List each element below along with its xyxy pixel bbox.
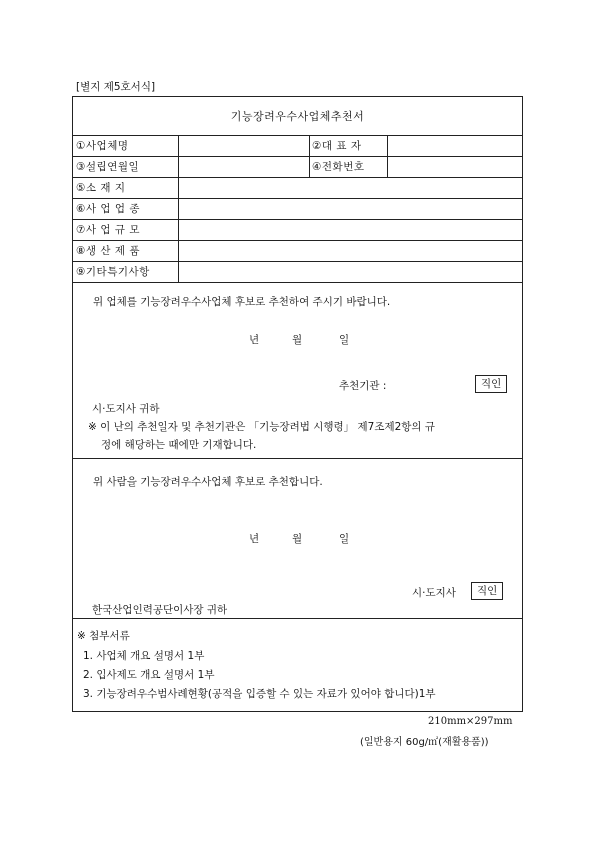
label-phone: ④전화번호 (312, 161, 365, 173)
rule (73, 458, 522, 459)
section2-date-month: 월 (292, 533, 303, 545)
rule (73, 618, 522, 619)
section1-note-line1: ※ 이 난의 추천일자 및 추천기관은 「기능장려법 시행령」 제7조제2항의 규 (88, 421, 436, 433)
paper-spec: (일반용지 60g/㎡(재활용품)) (360, 737, 489, 748)
section1-statement: 위 업체를 기능장려우수사업체 후보로 추천하여 주시기 바랍니다. (93, 296, 391, 308)
business-type-field[interactable] (180, 199, 521, 218)
section2-date-year: 년 (249, 533, 260, 545)
label-products: ⑧생 산 제 품 (76, 245, 140, 257)
column-divider (178, 135, 179, 282)
label-business-scale: ⑦사 업 규 모 (76, 224, 140, 236)
section1-date-day: 일 (339, 334, 350, 346)
form-code: [별지 제5호서식] (76, 81, 156, 93)
phone-field[interactable] (389, 157, 521, 176)
section2-statement: 위 사람을 기능장려우수사업체 후보로 추천합니다. (93, 476, 323, 488)
attachments-heading: ※ 첨부서류 (77, 630, 130, 642)
section2-addressee: 한국산업인력공단이사장 귀하 (92, 604, 228, 616)
special-notes-field[interactable] (180, 262, 521, 281)
section1-note-line2: 정에 해당하는 때에만 기재합니다. (101, 439, 257, 451)
recommendation-form (72, 96, 523, 712)
section2-signer: 시·도지사 (412, 587, 456, 599)
attachment-item: 1. 사업체 개요 설명서 1부 (83, 650, 205, 662)
products-field[interactable] (180, 241, 521, 260)
section1-date-year: 년 (249, 334, 260, 346)
label-special-notes: ⑨기타특기사항 (76, 266, 150, 278)
label-representative: ②대 표 자 (312, 140, 362, 152)
business-scale-field[interactable] (180, 220, 521, 239)
column-divider (387, 135, 388, 177)
address-field[interactable] (180, 178, 521, 197)
label-address: ⑤소 재 지 (76, 182, 126, 194)
company-name-field[interactable] (180, 136, 308, 155)
label-established: ③설립연월일 (76, 161, 140, 173)
attachment-item: 2. 입사제도 개요 설명서 1부 (83, 669, 215, 681)
recommender-label: 추천기관 : (339, 380, 387, 392)
column-divider (309, 135, 310, 177)
attachment-item: 3. 기능장려우수범사례현황(공적을 입증할 수 있는 자료가 있어야 합니다)1부 (83, 688, 436, 700)
established-field[interactable] (180, 157, 308, 176)
section1-addressee: 시·도지사 귀하 (92, 403, 160, 415)
rule (73, 282, 522, 283)
label-company-name: ①사업체명 (76, 140, 129, 152)
representative-field[interactable] (389, 136, 521, 155)
section2-date-day: 일 (339, 533, 350, 545)
paper-size: 210mm×297mm (428, 716, 513, 727)
section2-seal: 직인 (471, 582, 503, 600)
section1-date-month: 월 (292, 334, 303, 346)
section1-seal: 직인 (475, 375, 507, 393)
form-title: 기능장려우수사업체추천서 (230, 110, 365, 123)
label-business-type: ⑥사 업 업 종 (76, 203, 140, 215)
